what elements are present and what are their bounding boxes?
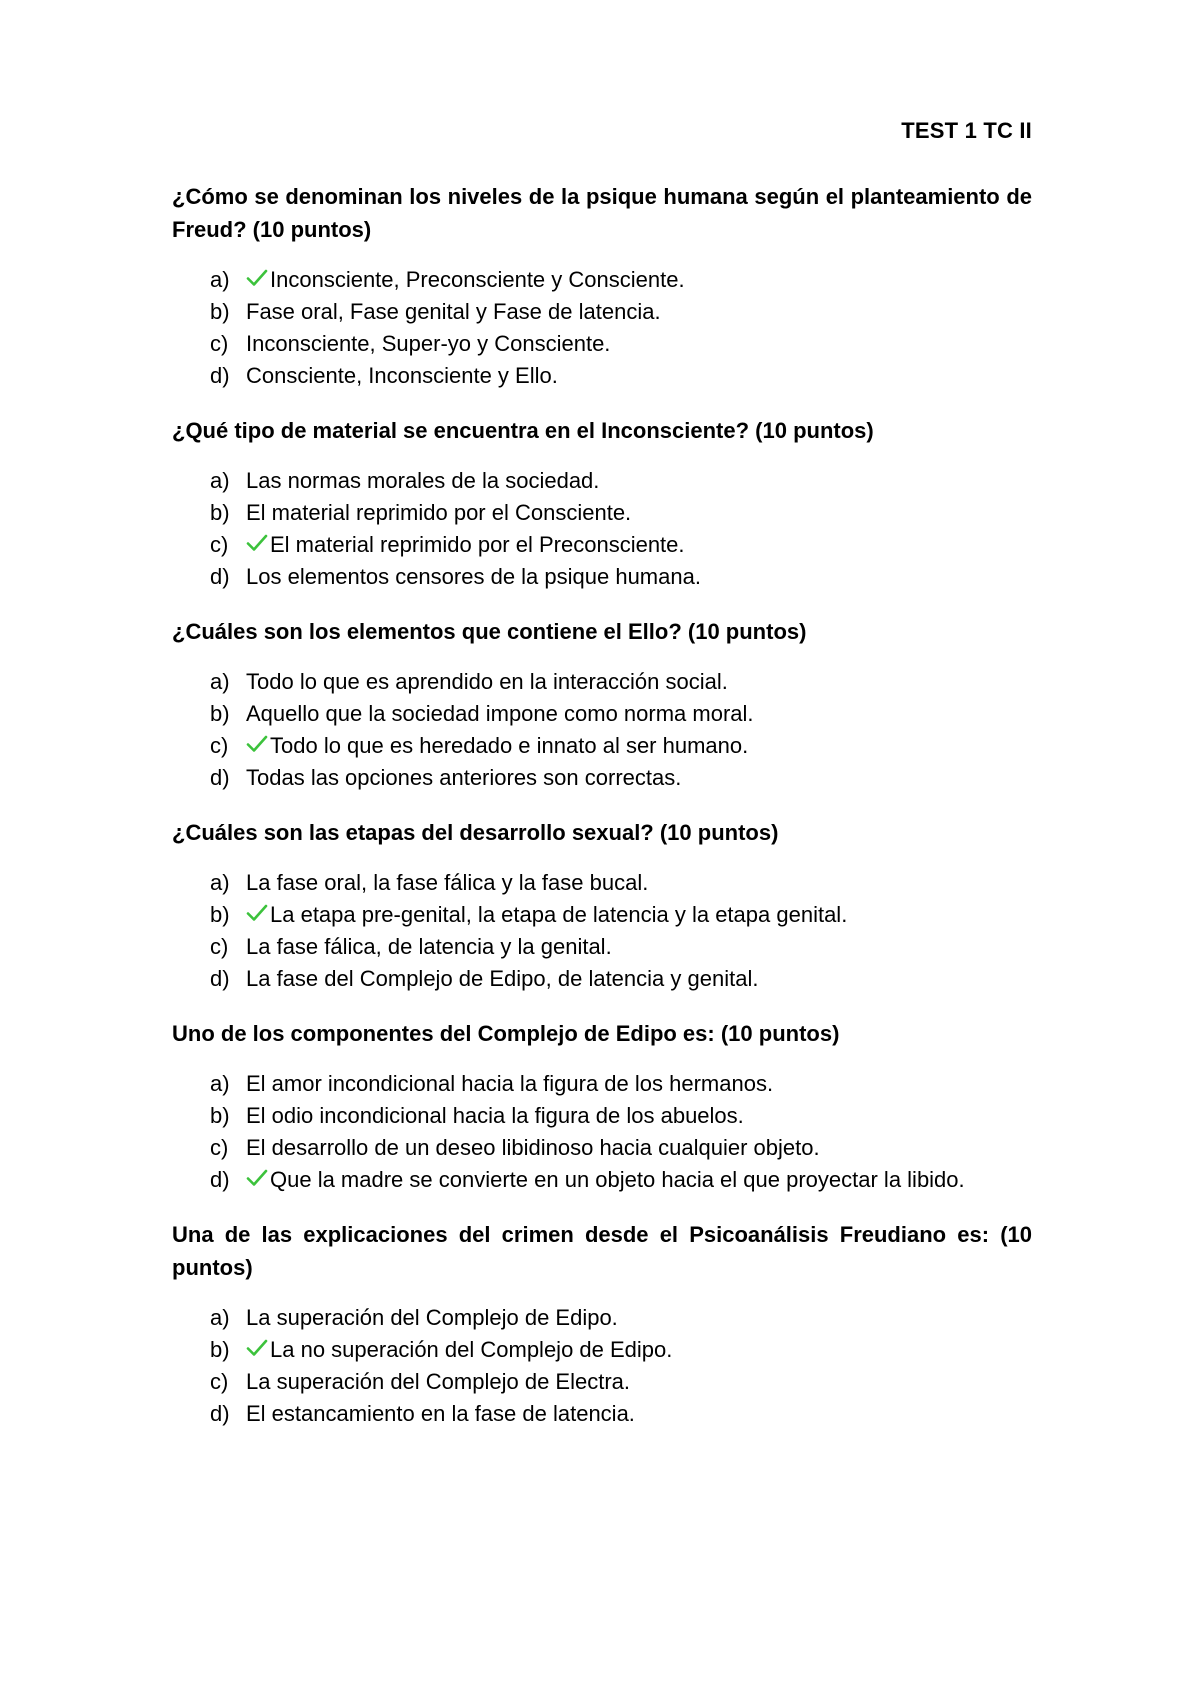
- checkmark-icon: [246, 1168, 268, 1188]
- option-letter: d): [210, 1167, 230, 1192]
- option-letter: b): [210, 902, 230, 927]
- option-letter: b): [210, 500, 230, 525]
- option-text: El odio incondicional hacia la figura de los abuelos.: [246, 1103, 744, 1128]
- answer-option: [172, 264, 1032, 296]
- option-text: Todo lo que es aprendido en la interacción social.: [246, 669, 728, 694]
- question-block: [172, 180, 1032, 392]
- option-letter: b): [210, 701, 230, 726]
- option-letter: a): [210, 267, 230, 292]
- option-letter: b): [210, 1337, 230, 1362]
- answer-option: [172, 762, 1032, 794]
- checkmark-icon: [246, 1338, 268, 1358]
- answer-option: [172, 931, 1032, 963]
- checkmark-icon: [246, 734, 268, 754]
- option-list: [172, 666, 1032, 794]
- option-text: El estancamiento en la fase de latencia.: [246, 1401, 635, 1426]
- option-letter: d): [210, 966, 230, 991]
- option-text: La no superación del Complejo de Edipo.: [270, 1337, 673, 1362]
- option-text: La fase del Complejo de Edipo, de latencia y genital.: [246, 966, 759, 991]
- question-text: ¿Cuáles son las etapas del desarrollo sexual? (10 puntos): [172, 820, 779, 845]
- option-letter: d): [210, 1401, 230, 1426]
- option-text: Los elementos censores de la psique humana.: [246, 564, 701, 589]
- option-letter: a): [210, 870, 230, 895]
- option-text: Las normas morales de la sociedad.: [246, 468, 600, 493]
- option-letter: d): [210, 363, 230, 388]
- answer-option: [172, 1366, 1032, 1398]
- option-letter: b): [210, 299, 230, 324]
- answer-option: [172, 1068, 1032, 1100]
- option-letter: d): [210, 765, 230, 790]
- answer-option: [172, 497, 1032, 529]
- option-text: El material reprimido por el Preconsciente.: [270, 532, 685, 557]
- document-page: [172, 0, 1032, 1696]
- option-text: La superación del Complejo de Electra.: [246, 1369, 631, 1394]
- question-block: [172, 414, 1032, 593]
- answer-option: [172, 666, 1032, 698]
- option-text: Aquello que la sociedad impone como norma moral.: [246, 701, 754, 726]
- option-list: [172, 1302, 1032, 1430]
- option-letter: c): [210, 733, 229, 758]
- option-text: La etapa pre-genital, la etapa de latencia y la etapa genital.: [270, 902, 848, 927]
- question-text: ¿Qué tipo de material se encuentra en el Inconsciente? (10 puntos): [172, 418, 874, 443]
- option-letter: c): [210, 1135, 229, 1160]
- answer-option: [172, 867, 1032, 899]
- answer-option: [172, 1398, 1032, 1430]
- option-text: Fase oral, Fase genital y Fase de latencia.: [246, 299, 661, 324]
- answer-option: [172, 561, 1032, 593]
- option-letter: a): [210, 1071, 230, 1096]
- option-list: [172, 867, 1032, 995]
- question-text: ¿Cómo se denominan los niveles de la psique humana según el planteamiento de Freud? (10 puntos): [172, 184, 1032, 242]
- checkmark-icon: [246, 533, 268, 553]
- option-text: La fase fálica, de latencia y la genital.: [246, 934, 612, 959]
- answer-option: [172, 1164, 1032, 1196]
- question-text: Una de las explicaciones del crimen desde el Psicoanálisis Freudiano es: (10 puntos): [172, 1222, 1032, 1280]
- option-text: La superación del Complejo de Edipo.: [246, 1305, 618, 1330]
- question-block: [172, 1218, 1032, 1430]
- option-list: [172, 465, 1032, 593]
- answer-option: [172, 296, 1032, 328]
- option-letter: c): [210, 1369, 229, 1394]
- option-text: Todas las opciones anteriores son correctas.: [246, 765, 682, 790]
- option-letter: a): [210, 669, 230, 694]
- option-text: Todo lo que es heredado e innato al ser humano.: [270, 733, 749, 758]
- question-block: [172, 615, 1032, 794]
- option-list: [172, 1068, 1032, 1196]
- answer-option: [172, 963, 1032, 995]
- answer-option: [172, 1334, 1032, 1366]
- question-text: ¿Cuáles son los elementos que contiene el Ello? (10 puntos): [172, 619, 807, 644]
- answer-option: [172, 899, 1032, 931]
- answer-option: [172, 529, 1032, 561]
- question-block: [172, 816, 1032, 995]
- option-text: Inconsciente, Super-yo y Consciente.: [246, 331, 611, 356]
- question-list: [172, 180, 1032, 1452]
- checkmark-icon: [246, 268, 268, 288]
- option-text: El material reprimido por el Consciente.: [246, 500, 632, 525]
- option-letter: a): [210, 1305, 230, 1330]
- question-text: Uno de los componentes del Complejo de Edipo es: (10 puntos): [172, 1021, 840, 1046]
- option-letter: d): [210, 564, 230, 589]
- answer-option: [172, 1100, 1032, 1132]
- option-letter: c): [210, 331, 229, 356]
- answer-option: [172, 1302, 1032, 1334]
- answer-option: [172, 698, 1032, 730]
- option-text: Que la madre se convierte en un objeto hacia el que proyectar la libido.: [270, 1167, 965, 1192]
- option-text: Consciente, Inconsciente y Ello.: [246, 363, 558, 388]
- checkmark-icon: [246, 903, 268, 923]
- option-text: La fase oral, la fase fálica y la fase bucal.: [246, 870, 649, 895]
- answer-option: [172, 1132, 1032, 1164]
- option-list: [172, 264, 1032, 392]
- option-text: El desarrollo de un deseo libidinoso hacia cualquier objeto.: [246, 1135, 820, 1160]
- answer-option: [172, 730, 1032, 762]
- answer-option: [172, 465, 1032, 497]
- answer-option: [172, 360, 1032, 392]
- answer-option: [172, 328, 1032, 360]
- document-title: TEST 1 TC II: [901, 118, 1032, 143]
- option-text: El amor incondicional hacia la figura de los hermanos.: [246, 1071, 774, 1096]
- option-text: Inconsciente, Preconsciente y Consciente.: [270, 267, 685, 292]
- option-letter: c): [210, 934, 229, 959]
- question-block: [172, 1017, 1032, 1196]
- option-letter: c): [210, 532, 229, 557]
- option-letter: a): [210, 468, 230, 493]
- option-letter: b): [210, 1103, 230, 1128]
